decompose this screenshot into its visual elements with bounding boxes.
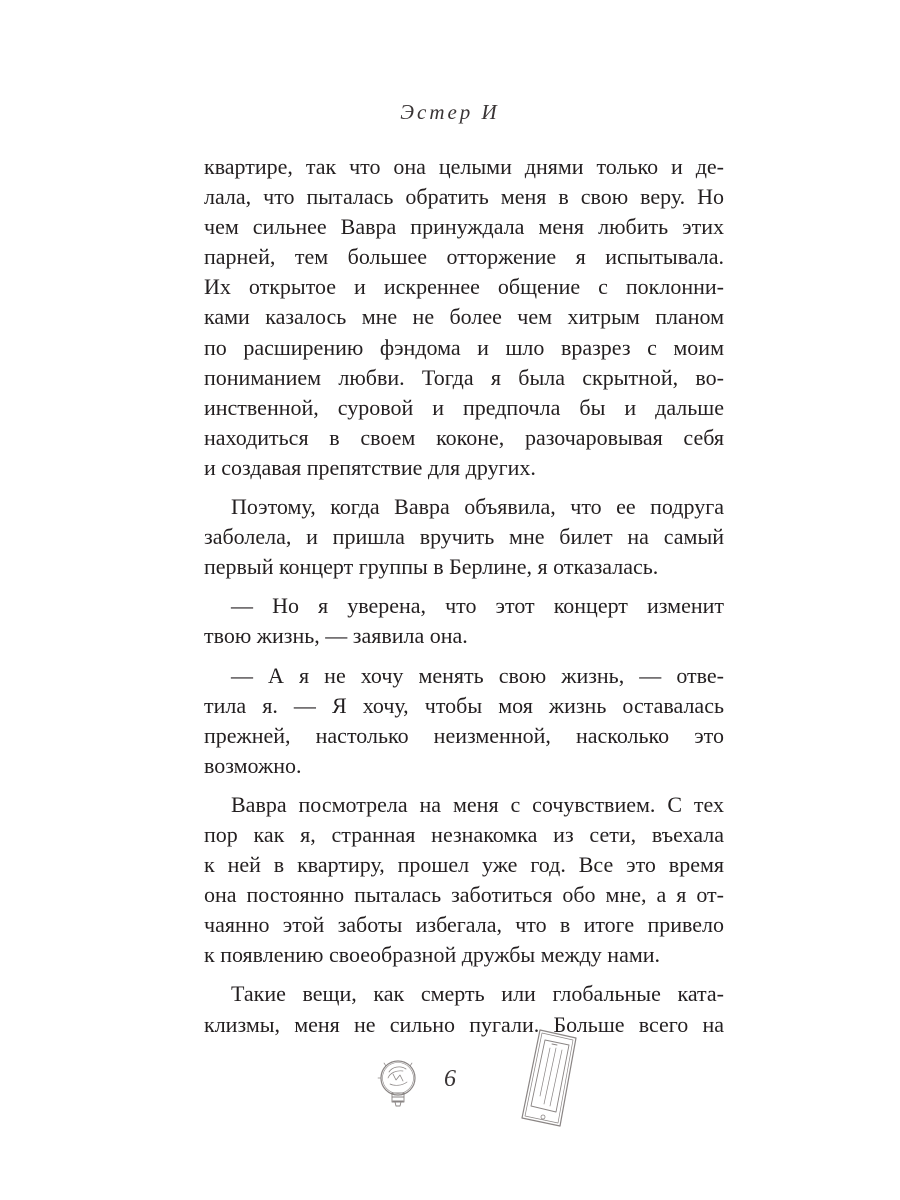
text-line: и создавая препятствие для других. — [204, 454, 536, 480]
text-line: она постоянно пыталась заботиться обо мне, а я от- — [204, 882, 724, 908]
text-line: заболела, и пришла вручить мне билет на самый — [204, 524, 724, 550]
text-line: — А я не хочу менять свою жизнь, — отве- — [231, 662, 724, 688]
text-line: лала, что пыталась обратить меня в свою веру. Но — [204, 184, 724, 210]
text-line: твою жизнь, — заявила она. — [204, 623, 468, 649]
paragraph — [204, 979, 724, 1039]
paragraph — [204, 661, 724, 781]
text-line: Поэтому, когда Вавра объявила, что ее подруга — [231, 494, 724, 520]
text-line: квартире, так что она целыми днями только и де- — [204, 154, 724, 179]
paragraph — [204, 492, 724, 582]
paragraph-gap — [204, 781, 724, 790]
text-line: тила я. — Я хочу, чтобы моя жизнь оставалась — [204, 692, 724, 718]
paragraph-gap — [204, 652, 724, 661]
text-line: находиться в своем коконе, разочаровывая себя — [204, 424, 724, 450]
text-line: к ней в квартиру, прошел уже год. Все это время — [204, 852, 724, 878]
text-line: Такие вещи, как смерть или глобальные ката- — [231, 981, 724, 1007]
text-line: пониманием любви. Тогда я была скрытной, во- — [204, 364, 724, 390]
text-line: — Но я уверена, что этот концерт изменит — [231, 593, 724, 619]
text-line: к появлению своеобразной дружбы между нами. — [204, 942, 661, 968]
text-line: чем сильнее Вавра принуждала меня любить этих — [204, 214, 724, 240]
text-line: Их открытое и искреннее общение с поклонни- — [204, 274, 724, 300]
text-line: Вавра посмотрела на меня с сочувствием. С тех — [231, 791, 724, 817]
body-text — [204, 152, 724, 1040]
paragraph — [204, 152, 724, 483]
paragraph — [204, 790, 724, 971]
text-line: возможно. — [204, 752, 302, 778]
text-line: по расширению фэндома и шло вразрез с моим — [204, 334, 724, 360]
running-head: Эстер И — [400, 100, 500, 124]
paragraph-gap — [204, 582, 724, 591]
text-line: первый концерт группы в Берлине, я отказалась. — [204, 554, 659, 580]
smartphone-sketch-icon — [516, 1026, 582, 1130]
paragraph — [204, 591, 724, 651]
text-line: ками казалось мне не более чем хитрым планом — [204, 304, 724, 330]
paragraph-gap — [204, 970, 724, 979]
text-line: инственной, суровой и предпочла бы и дальше — [204, 394, 724, 420]
text-line: парней, тем большее отторжение я испытывала. — [204, 244, 724, 270]
text-line: пор как я, странная незнакомка из сети, въехала — [204, 821, 724, 847]
text-line: прежней, настолько неизменной, насколько это — [204, 722, 724, 748]
page-number: 6 — [444, 1066, 456, 1092]
text-line: клизмы, меня не сильно пугали. Больше всего на — [204, 1011, 724, 1037]
text-line: чаянно этой заботы избегала, что в итоге привело — [204, 912, 724, 938]
paragraph-gap — [204, 483, 724, 492]
